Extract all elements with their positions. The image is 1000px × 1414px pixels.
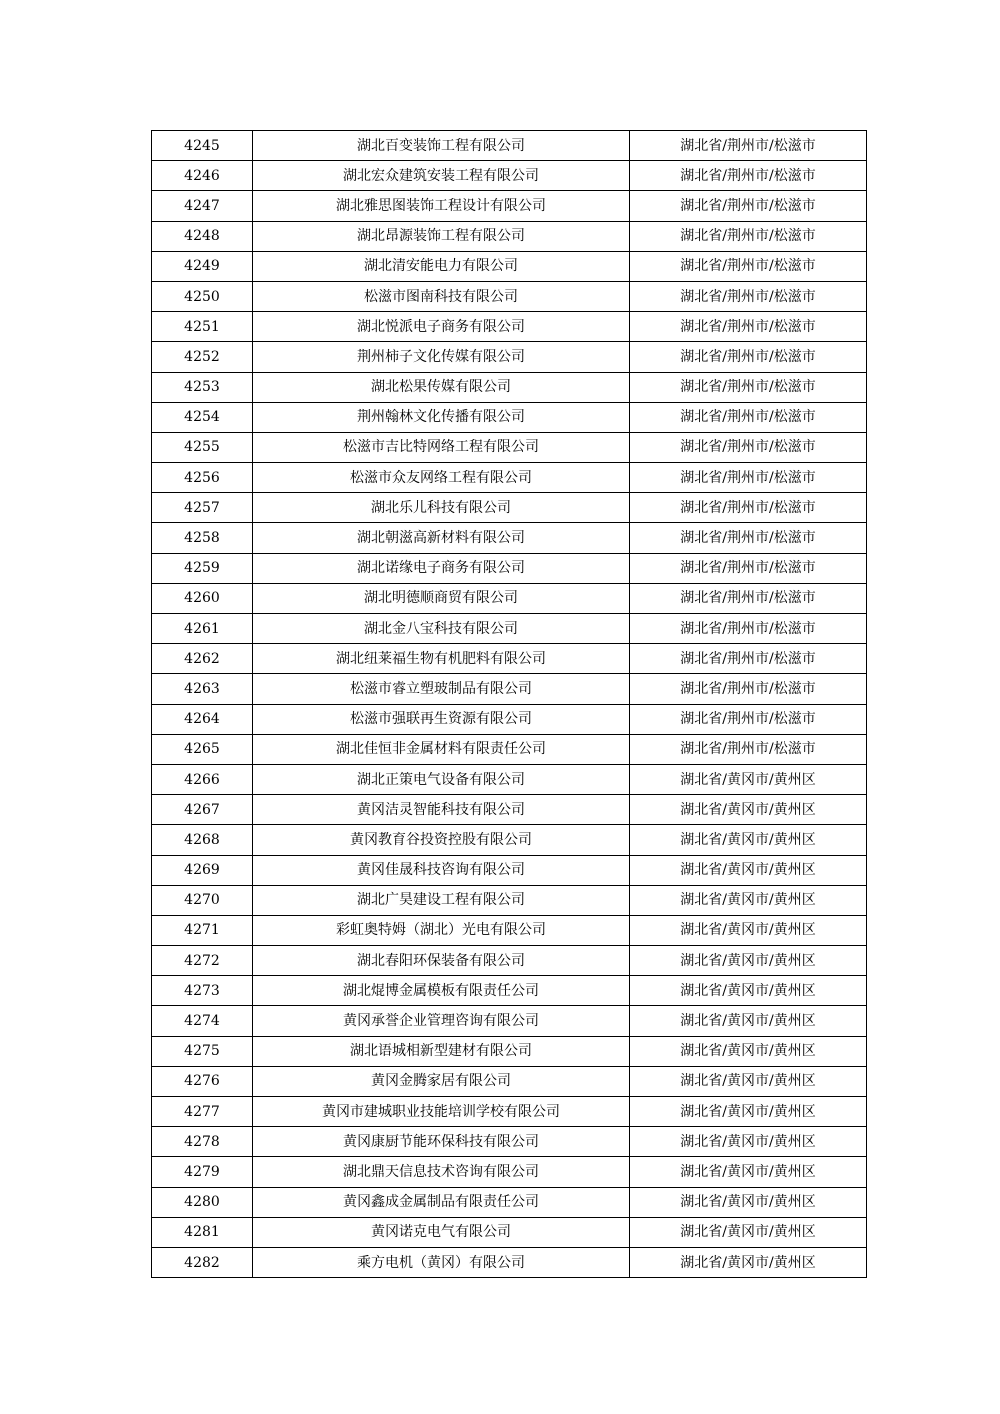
company-name-cell: 湖北昂源装饰工程有限公司 [253, 221, 630, 251]
row-number-cell: 4278 [152, 1127, 253, 1157]
table-row [152, 1247, 867, 1277]
table-row [152, 493, 867, 523]
company-name-cell: 湖北明德顺商贸有限公司 [253, 583, 630, 613]
table-row [152, 734, 867, 764]
region-cell: 湖北省/荆州市/松滋市 [630, 432, 867, 462]
company-name-cell: 黄冈佳晟科技咨询有限公司 [253, 855, 630, 885]
table-row [152, 372, 867, 402]
table-row [152, 523, 867, 553]
row-number-cell: 4249 [152, 251, 253, 281]
company-name-cell: 黄冈教育谷投资控股有限公司 [253, 825, 630, 855]
table-row [152, 1066, 867, 1096]
table-row [152, 402, 867, 432]
region-cell: 湖北省/荆州市/松滋市 [630, 734, 867, 764]
row-number-cell: 4281 [152, 1217, 253, 1247]
table-row [152, 885, 867, 915]
company-name-cell: 荆州翰林文化传播有限公司 [253, 402, 630, 432]
company-name-cell: 湖北正策电气设备有限公司 [253, 764, 630, 794]
company-name-cell: 黄冈承誉企业管理咨询有限公司 [253, 1006, 630, 1036]
row-number-cell: 4255 [152, 432, 253, 462]
region-cell: 湖北省/荆州市/松滋市 [630, 402, 867, 432]
company-name-cell: 松滋市众友网络工程有限公司 [253, 463, 630, 493]
region-cell: 湖北省/黄冈市/黄州区 [630, 1036, 867, 1066]
row-number-cell: 4265 [152, 734, 253, 764]
row-number-cell: 4254 [152, 402, 253, 432]
company-name-cell: 湖北乐儿科技有限公司 [253, 493, 630, 523]
region-cell: 湖北省/荆州市/松滋市 [630, 674, 867, 704]
table-row [152, 915, 867, 945]
row-number-cell: 4261 [152, 614, 253, 644]
row-number-cell: 4250 [152, 281, 253, 311]
company-name-cell: 松滋市吉比特网络工程有限公司 [253, 432, 630, 462]
company-name-cell: 湖北纽莱福生物有机肥料有限公司 [253, 644, 630, 674]
table-row [152, 1187, 867, 1217]
company-name-cell: 黄冈诺克电气有限公司 [253, 1217, 630, 1247]
company-name-cell: 湖北雅思图装饰工程设计有限公司 [253, 191, 630, 221]
region-cell: 湖北省/荆州市/松滋市 [630, 583, 867, 613]
region-cell: 湖北省/荆州市/松滋市 [630, 372, 867, 402]
row-number-cell: 4267 [152, 795, 253, 825]
region-cell: 湖北省/黄冈市/黄州区 [630, 1097, 867, 1127]
company-name-cell: 松滋市强联再生资源有限公司 [253, 704, 630, 734]
row-number-cell: 4277 [152, 1097, 253, 1127]
company-name-cell: 湖北语城相新型建材有限公司 [253, 1036, 630, 1066]
region-cell: 湖北省/黄冈市/黄州区 [630, 764, 867, 794]
row-number-cell: 4247 [152, 191, 253, 221]
region-cell: 湖北省/黄冈市/黄州区 [630, 855, 867, 885]
row-number-cell: 4264 [152, 704, 253, 734]
region-cell: 湖北省/黄冈市/黄州区 [630, 1127, 867, 1157]
table-row [152, 1006, 867, 1036]
row-number-cell: 4276 [152, 1066, 253, 1096]
region-cell: 湖北省/荆州市/松滋市 [630, 131, 867, 161]
table-row [152, 191, 867, 221]
region-cell: 湖北省/黄冈市/黄州区 [630, 915, 867, 945]
company-name-cell: 湖北朝滋高新材料有限公司 [253, 523, 630, 553]
row-number-cell: 4252 [152, 342, 253, 372]
region-cell: 湖北省/荆州市/松滋市 [630, 251, 867, 281]
company-name-cell: 黄冈洁灵智能科技有限公司 [253, 795, 630, 825]
row-number-cell: 4274 [152, 1006, 253, 1036]
row-number-cell: 4260 [152, 583, 253, 613]
row-number-cell: 4256 [152, 463, 253, 493]
region-cell: 湖北省/荆州市/松滋市 [630, 553, 867, 583]
table-row [152, 855, 867, 885]
row-number-cell: 4270 [152, 885, 253, 915]
table-row [152, 674, 867, 704]
row-number-cell: 4263 [152, 674, 253, 704]
region-cell: 湖北省/荆州市/松滋市 [630, 221, 867, 251]
region-cell: 湖北省/黄冈市/黄州区 [630, 1006, 867, 1036]
table-row [152, 342, 867, 372]
table-row [152, 1157, 867, 1187]
region-cell: 湖北省/荆州市/松滋市 [630, 523, 867, 553]
company-name-cell: 湖北金八宝科技有限公司 [253, 614, 630, 644]
company-name-cell: 湖北诺缘电子商务有限公司 [253, 553, 630, 583]
region-cell: 湖北省/黄冈市/黄州区 [630, 885, 867, 915]
row-number-cell: 4280 [152, 1187, 253, 1217]
region-cell: 湖北省/荆州市/松滋市 [630, 704, 867, 734]
row-number-cell: 4268 [152, 825, 253, 855]
row-number-cell: 4279 [152, 1157, 253, 1187]
table-row [152, 251, 867, 281]
row-number-cell: 4251 [152, 312, 253, 342]
region-cell: 湖北省/黄冈市/黄州区 [630, 795, 867, 825]
company-table [151, 130, 867, 1278]
region-cell: 湖北省/黄冈市/黄州区 [630, 1066, 867, 1096]
region-cell: 湖北省/黄冈市/黄州区 [630, 976, 867, 1006]
row-number-cell: 4272 [152, 946, 253, 976]
company-name-cell: 湖北宏众建筑安装工程有限公司 [253, 161, 630, 191]
table-row [152, 161, 867, 191]
region-cell: 湖北省/黄冈市/黄州区 [630, 1217, 867, 1247]
table-row [152, 1036, 867, 1066]
table-row [152, 312, 867, 342]
row-number-cell: 4253 [152, 372, 253, 402]
table-row [152, 976, 867, 1006]
region-cell: 湖北省/荆州市/松滋市 [630, 644, 867, 674]
region-cell: 湖北省/荆州市/松滋市 [630, 312, 867, 342]
region-cell: 湖北省/荆州市/松滋市 [630, 191, 867, 221]
company-name-cell: 松滋市图南科技有限公司 [253, 281, 630, 311]
region-cell: 湖北省/黄冈市/黄州区 [630, 825, 867, 855]
table-row [152, 131, 867, 161]
table-row [152, 583, 867, 613]
table-row [152, 1097, 867, 1127]
company-name-cell: 湖北松果传媒有限公司 [253, 372, 630, 402]
region-cell: 湖北省/荆州市/松滋市 [630, 281, 867, 311]
company-name-cell: 黄冈金腾家居有限公司 [253, 1066, 630, 1096]
row-number-cell: 4271 [152, 915, 253, 945]
region-cell: 湖北省/荆州市/松滋市 [630, 463, 867, 493]
table-row [152, 644, 867, 674]
row-number-cell: 4266 [152, 764, 253, 794]
company-name-cell: 湖北百变装饰工程有限公司 [253, 131, 630, 161]
company-name-cell: 湖北悦派电子商务有限公司 [253, 312, 630, 342]
region-cell: 湖北省/荆州市/松滋市 [630, 614, 867, 644]
row-number-cell: 4273 [152, 976, 253, 1006]
table-row [152, 1127, 867, 1157]
table-row [152, 1217, 867, 1247]
company-name-cell: 湖北焜博金属模板有限责任公司 [253, 976, 630, 1006]
table-row [152, 614, 867, 644]
row-number-cell: 4248 [152, 221, 253, 251]
table-row [152, 553, 867, 583]
row-number-cell: 4246 [152, 161, 253, 191]
company-name-cell: 黄冈市建城职业技能培训学校有限公司 [253, 1097, 630, 1127]
region-cell: 湖北省/黄冈市/黄州区 [630, 1187, 867, 1217]
row-number-cell: 4257 [152, 493, 253, 523]
company-name-cell: 彩虹奥特姆（湖北）光电有限公司 [253, 915, 630, 945]
table-row [152, 221, 867, 251]
row-number-cell: 4245 [152, 131, 253, 161]
company-name-cell: 黄冈鑫成金属制品有限责任公司 [253, 1187, 630, 1217]
row-number-cell: 4262 [152, 644, 253, 674]
company-name-cell: 湖北清安能电力有限公司 [253, 251, 630, 281]
region-cell: 湖北省/黄冈市/黄州区 [630, 1157, 867, 1187]
company-name-cell: 荆州柿子文化传媒有限公司 [253, 342, 630, 372]
row-number-cell: 4269 [152, 855, 253, 885]
table-row [152, 281, 867, 311]
company-name-cell: 黄冈康厨节能环保科技有限公司 [253, 1127, 630, 1157]
table-row [152, 946, 867, 976]
company-name-cell: 湖北鼎天信息技术咨询有限公司 [253, 1157, 630, 1187]
table-row [152, 463, 867, 493]
table-row [152, 764, 867, 794]
table-row [152, 825, 867, 855]
table-row [152, 795, 867, 825]
company-name-cell: 湖北佳恒非金属材料有限责任公司 [253, 734, 630, 764]
table-row [152, 432, 867, 462]
company-name-cell: 湖北广昊建设工程有限公司 [253, 885, 630, 915]
row-number-cell: 4259 [152, 553, 253, 583]
region-cell: 湖北省/黄冈市/黄州区 [630, 946, 867, 976]
company-name-cell: 湖北春阳环保装备有限公司 [253, 946, 630, 976]
company-name-cell: 乘方电机（黄冈）有限公司 [253, 1247, 630, 1277]
region-cell: 湖北省/荆州市/松滋市 [630, 161, 867, 191]
region-cell: 湖北省/荆州市/松滋市 [630, 493, 867, 523]
row-number-cell: 4258 [152, 523, 253, 553]
table-row [152, 704, 867, 734]
company-table-body [152, 131, 867, 1278]
region-cell: 湖北省/荆州市/松滋市 [630, 342, 867, 372]
row-number-cell: 4282 [152, 1247, 253, 1277]
company-name-cell: 松滋市睿立塑玻制品有限公司 [253, 674, 630, 704]
region-cell: 湖北省/黄冈市/黄州区 [630, 1247, 867, 1277]
row-number-cell: 4275 [152, 1036, 253, 1066]
